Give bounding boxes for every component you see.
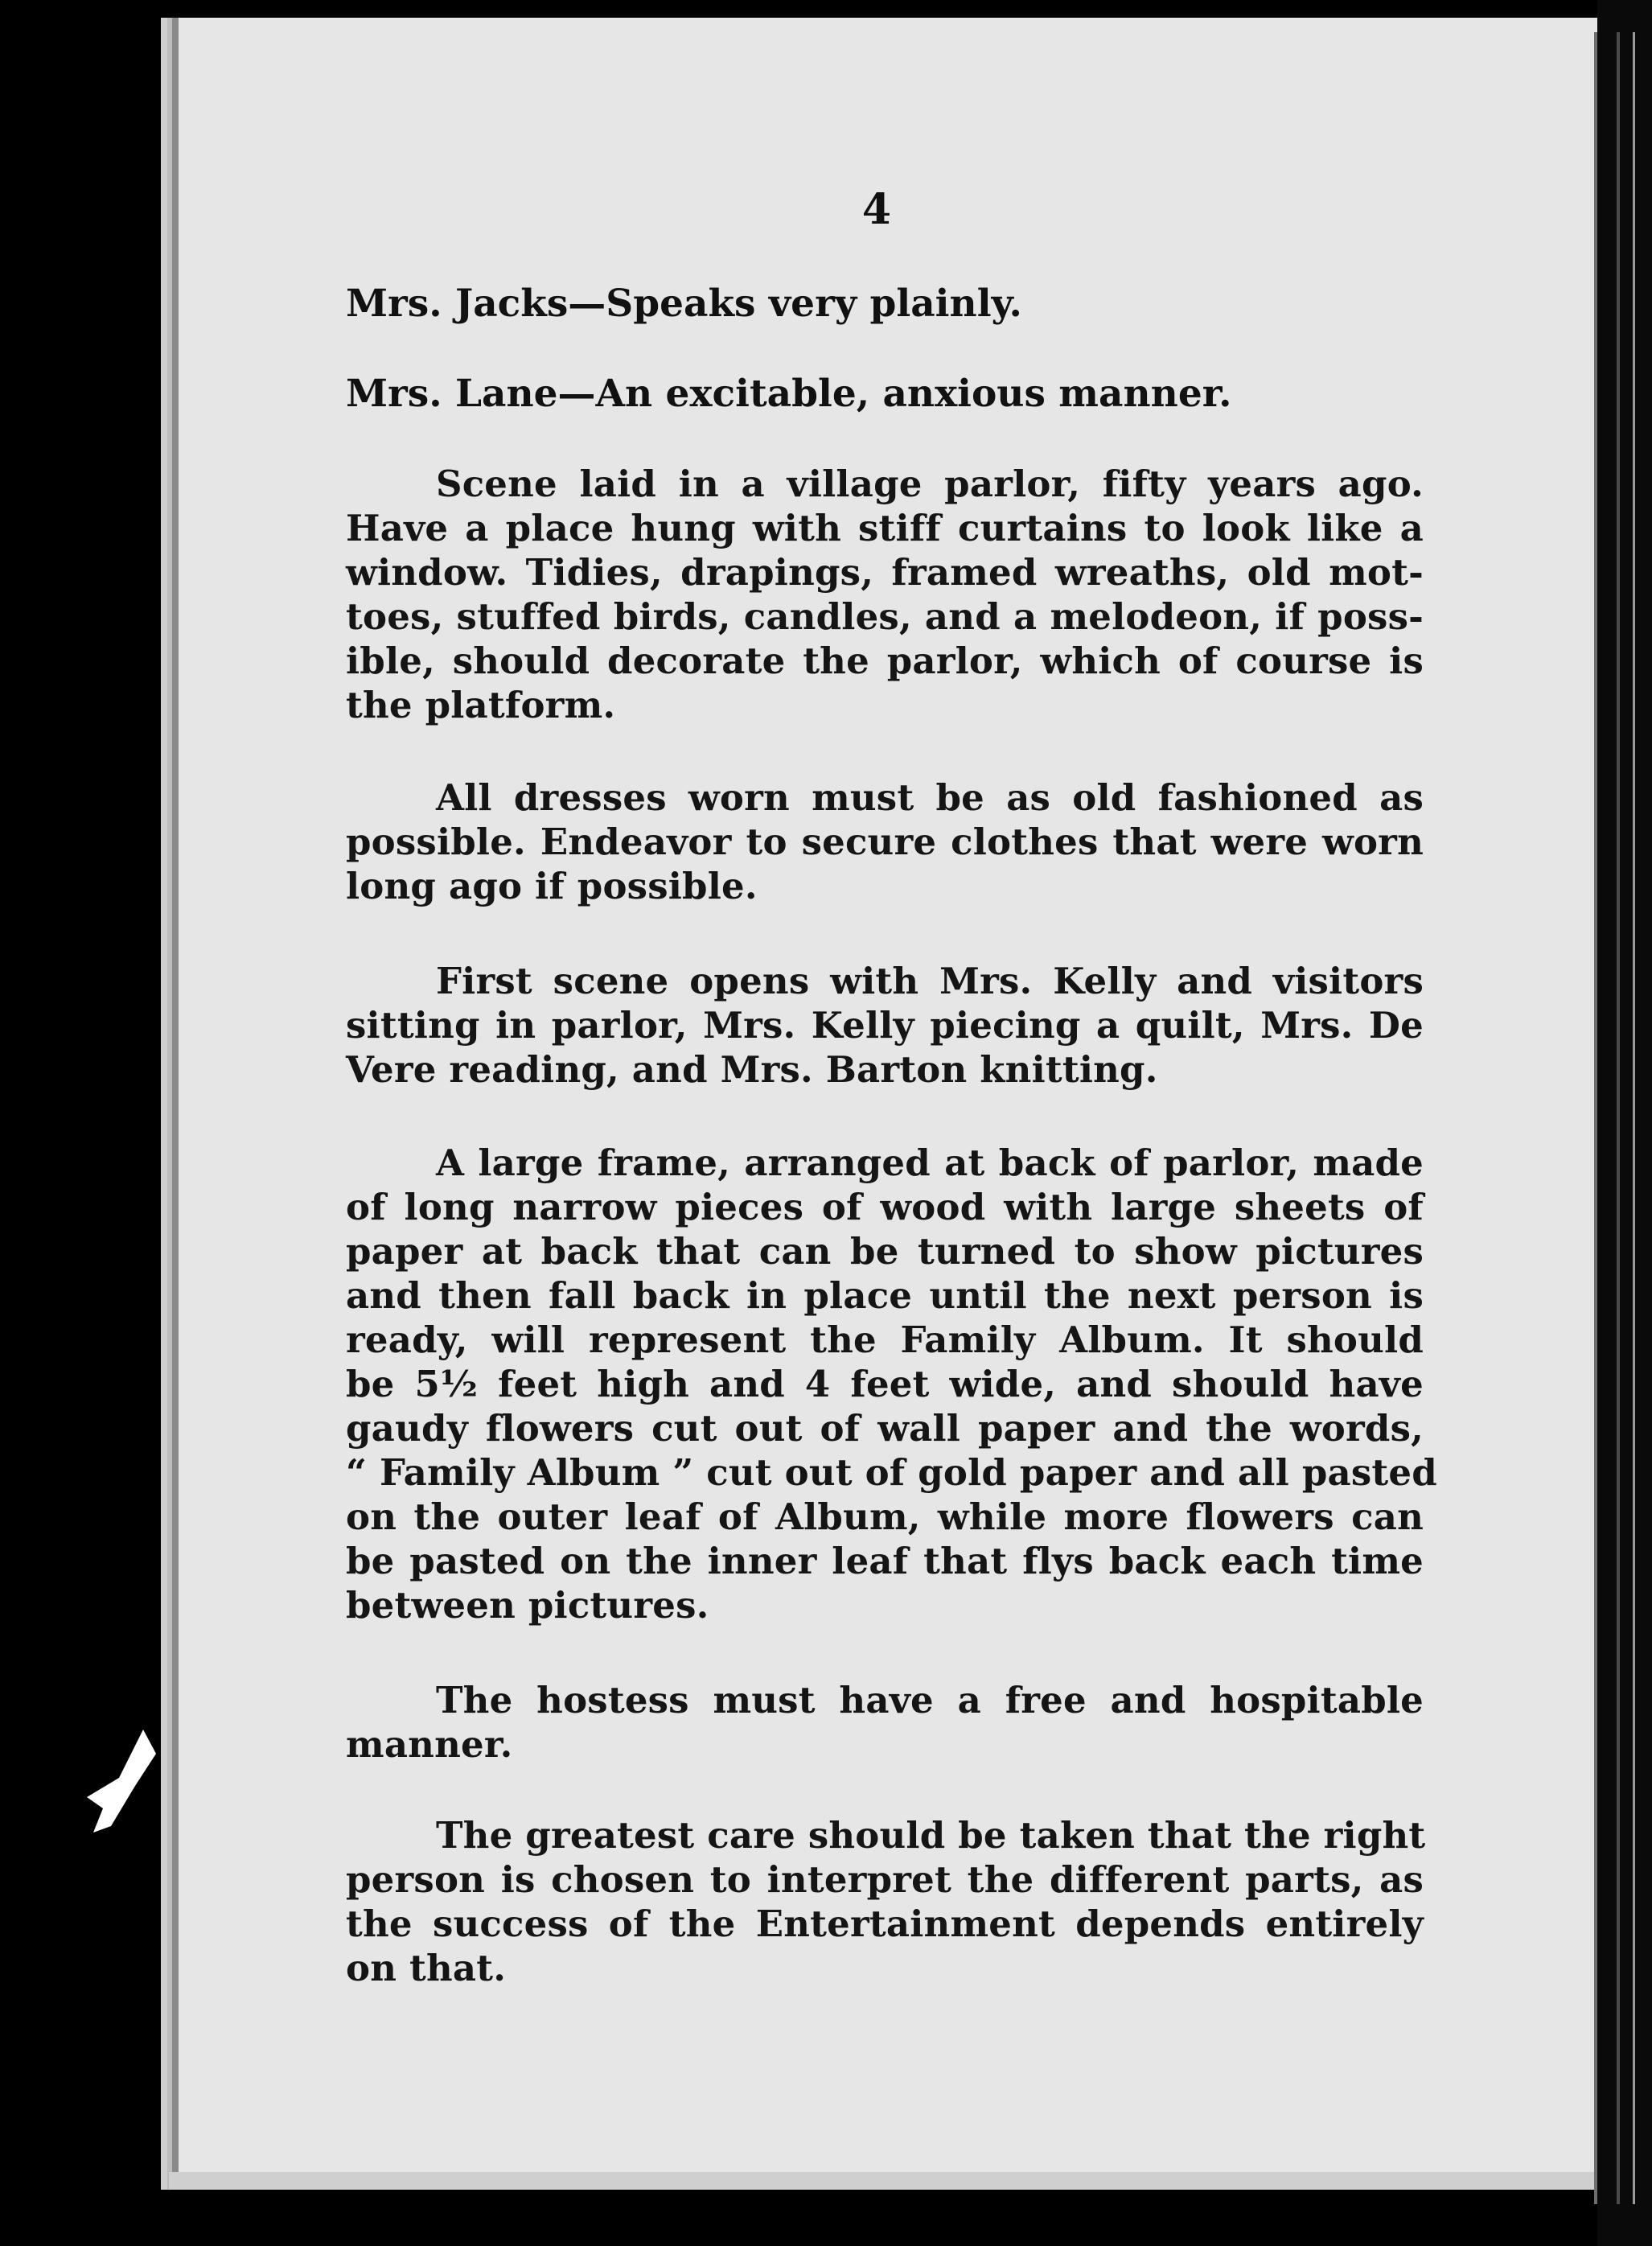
text-line: A large frame, arranged at back of parlor, made (436, 1142, 1424, 1184)
text-line: The greatest care should be taken that the right (436, 1814, 1426, 1857)
text-line: the success of the Entertainment depends entirely (346, 1903, 1424, 1945)
paragraph (346, 1678, 1424, 1767)
paragraph (346, 1813, 1424, 1990)
text-line: the platform. (346, 684, 616, 726)
paragraph (346, 462, 1424, 727)
text-line: window. Tidies, drapings, framed wreaths, old mot- (346, 551, 1424, 594)
text-line: gaudy flowers cut out of wall paper and the words, (346, 1407, 1424, 1450)
text-line: toes, stuffed birds, candles, and a melodeon, if poss- (346, 595, 1424, 638)
text-line: of long narrow pieces of wood with large sheets of (346, 1186, 1424, 1228)
paragraph (346, 1141, 1437, 1627)
text-line: “ Family Album ” cut out of gold paper and all pasted (346, 1451, 1437, 1494)
paragraph (346, 959, 1424, 1092)
text-line: ready, will represent the Family Album. It should (346, 1318, 1424, 1361)
page-number: 4 (861, 185, 892, 234)
text-line: The hostess must have a free and hospitable (436, 1679, 1424, 1722)
text-line: Scene laid in a village parlor, fifty years ago. (436, 463, 1424, 505)
binding-line (1633, 32, 1635, 2204)
text-line: possible. Endeavor to secure clothes that were worn (346, 821, 1424, 863)
binding-line (1594, 32, 1597, 2204)
text-line: All dresses worn must be as old fashioned as (436, 776, 1424, 819)
text-line: manner. (346, 1723, 513, 1766)
binding-line (1617, 32, 1620, 2204)
text-line: Vere reading, and Mrs. Barton knitting. (346, 1048, 1158, 1091)
text-line: on that. (346, 1947, 507, 1989)
text-line: paper at back that can be turned to show pictures (346, 1230, 1424, 1273)
text-line: and then fall back in place until the next person is (346, 1274, 1424, 1317)
text-line: on the outer leaf of Album, while more flowers can (346, 1495, 1424, 1538)
paragraph (346, 775, 1424, 908)
text-line: person is chosen to interpret the different parts, as (346, 1858, 1424, 1901)
binding-strip (1597, 0, 1652, 2246)
text-line: be 5½ feet high and 4 feet wide, and should have (346, 1363, 1424, 1405)
torn-paper-mark (87, 1730, 159, 1834)
text-line: Have a place hung with stiff curtains to look like a (346, 507, 1424, 549)
text-line: be pasted on the inner leaf that flys back each time (346, 1540, 1424, 1582)
page-left-edge (161, 18, 167, 2190)
text-line: ible, should decorate the parlor, which of course is (346, 640, 1424, 682)
character-note: Mrs. Jacks—Speaks very plainly. (346, 282, 1022, 326)
character-note: Mrs. Lane—An excitable, anxious manner. (346, 372, 1232, 416)
text-line: First scene opens with Mrs. Kelly and visitors (436, 960, 1424, 1002)
page-bottom-edge (169, 2172, 1597, 2190)
text-line: long ago if possible. (346, 865, 758, 907)
text-line: sitting in parlor, Mrs. Kelly piecing a quilt, Mrs. De (346, 1004, 1424, 1047)
text-line: between pictures. (346, 1584, 709, 1627)
